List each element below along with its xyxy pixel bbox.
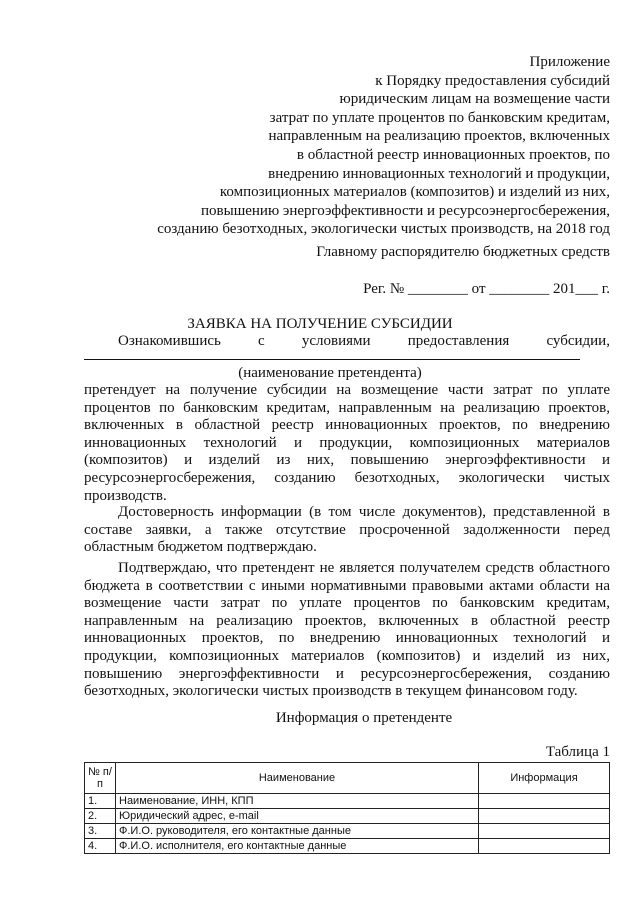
appendix-line: к Порядку предоставления субсидий bbox=[375, 72, 610, 89]
row-info-cell[interactable] bbox=[479, 839, 610, 854]
intro-word: с bbox=[258, 333, 265, 349]
row-number: 1. bbox=[85, 794, 116, 809]
row-name: Ф.И.О. исполнителя, его контактные данные bbox=[116, 839, 479, 854]
appendix-line: затрат по уплате процентов по банковским кредитам, bbox=[269, 109, 610, 126]
row-name: Юридический адрес, e-mail bbox=[116, 809, 479, 824]
row-name: Наименование, ИНН, КПП bbox=[116, 794, 479, 809]
intro-word: субсидии, bbox=[546, 333, 610, 349]
row-number: 3. bbox=[85, 824, 116, 839]
paragraph-reliability: Достоверность информации (в том числе документов), представленной в составе заявки, а также отсутствие просроченной задолженности перед областным бюджетом подтверждаю. bbox=[84, 504, 610, 556]
info-section-title: Информация о претенденте bbox=[275, 710, 453, 726]
intro-word: Ознакомившись bbox=[118, 333, 221, 349]
row-info-cell[interactable] bbox=[479, 794, 610, 809]
row-name: Ф.И.О. руководителя, его контактные данные bbox=[116, 824, 479, 839]
appendix-line: в областной реестр инновационных проектов, по bbox=[296, 146, 610, 163]
table-row bbox=[85, 809, 610, 824]
row-info-cell[interactable] bbox=[479, 824, 610, 839]
appendix-line: направленным на реализацию проектов, включенных bbox=[268, 128, 610, 145]
intro-word: условиями bbox=[301, 333, 371, 349]
table-row bbox=[85, 824, 610, 839]
table-row bbox=[85, 794, 610, 809]
addressee: Главному распорядителю бюджетных средств bbox=[316, 244, 610, 260]
appendix-header bbox=[90, 53, 610, 239]
appendix-line: юридическим лицам на возмещение части bbox=[339, 91, 610, 108]
applicant-caption: (наименование претендента) bbox=[238, 365, 422, 381]
header-name: Наименование bbox=[116, 763, 479, 794]
row-info-cell[interactable] bbox=[479, 809, 610, 824]
intro-word: предоставления bbox=[407, 333, 510, 349]
appendix-line: созданию безотходных, экологически чистых производств, на 2018 год bbox=[157, 221, 610, 238]
appendix-line: композиционных материалов (композитов) и изделий из них, bbox=[219, 184, 610, 201]
paragraph-confirmation: Подтверждаю, что претендент не является получателем средств областного бюджета в соответствии с иными нормативными правовыми актами области на возмещение части затрат по уплате процентов по банковским кредитам, направленным на реализацию проектов, включенных в областной реестр инновационных проектов, по внедрению инновационных технологий и продукции, композиционных материалов (композитов) и изделий из них, повышению энергоэффективности и ресурсоэнергосбережения, созданию безотходных, экологически чистых производств в текущем финансовом году. bbox=[84, 560, 610, 700]
appendix-line: повышению энергоэффективности и ресурсоэнергосбережения, bbox=[201, 202, 610, 219]
appendix-line: внедрению инновационных технологий и продукции, bbox=[268, 165, 610, 182]
row-number: 2. bbox=[85, 809, 116, 824]
row-number: 4. bbox=[85, 839, 116, 854]
header-number: № п/п bbox=[85, 763, 116, 794]
registration-line: Рег. № ________ от ________ 201___ г. bbox=[363, 281, 610, 297]
header-info: Информация bbox=[479, 763, 610, 794]
appendix-line: Приложение bbox=[529, 54, 610, 70]
intro-line bbox=[118, 333, 610, 350]
document-title: ЗАЯВКА НА ПОЛУЧЕНИЕ СУБСИДИИ bbox=[187, 316, 453, 332]
table-header-row bbox=[85, 763, 610, 794]
applicant-name-blank[interactable] bbox=[84, 359, 580, 360]
applicant-info-table bbox=[84, 762, 610, 854]
paragraph-claim: претендует на получение субсидии на возмещение части затрат по уплате процентов по банковским кредитам, направленным на реализацию проектов, включенных в областной реестр инновационных проектов, по внедрению инновационных технологий и продукции, композиционных материалов (композитов) и изделий из них, повышению энергоэффективности и ресурсоэнергосбережения, созданию безотходных, экологически чистых производств. bbox=[84, 382, 610, 504]
table-row bbox=[85, 839, 610, 854]
table-label: Таблица 1 bbox=[545, 744, 610, 760]
